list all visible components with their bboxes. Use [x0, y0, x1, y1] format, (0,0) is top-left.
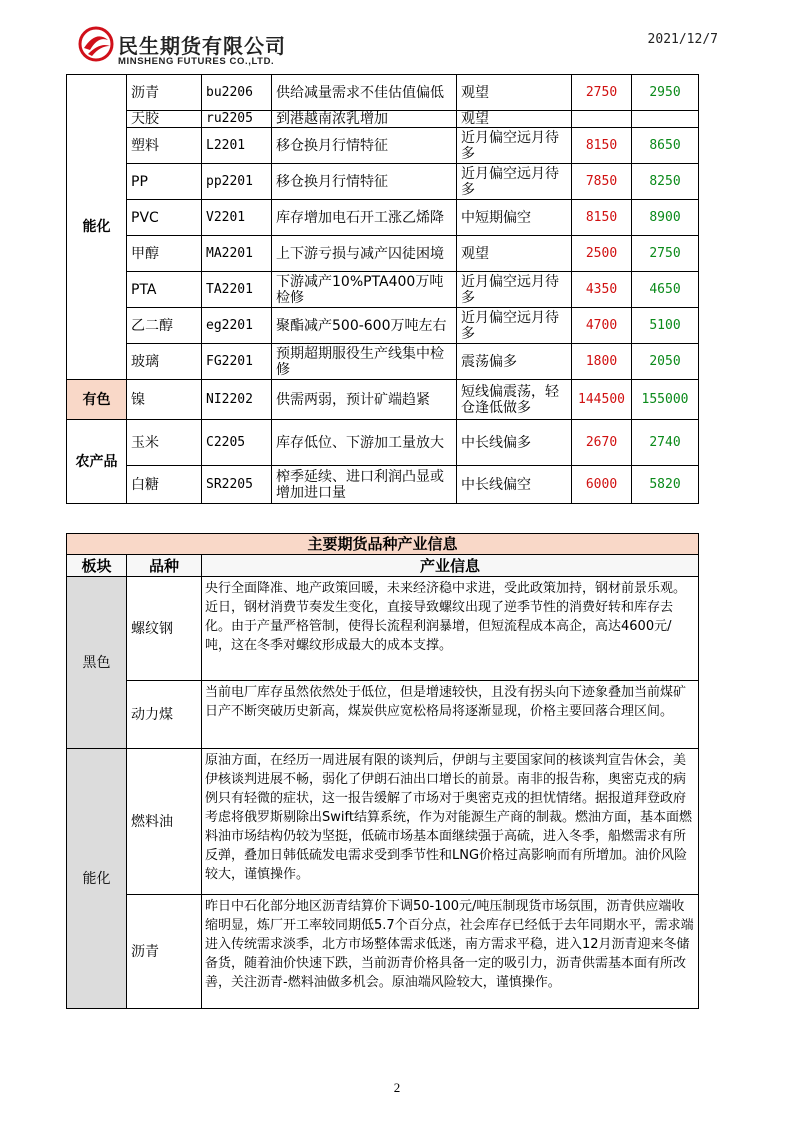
core-logic: 移仓换月行情特征	[272, 164, 457, 200]
strategy-view: 观望	[457, 236, 572, 272]
sector-label: 能化	[67, 749, 127, 1009]
strategy-row	[67, 420, 699, 466]
strategy-view: 近月偏空远月待多	[457, 272, 572, 308]
column-header: 板块	[67, 555, 127, 577]
commodity-name: PTA	[127, 272, 202, 308]
contract-code: TA2201	[202, 272, 272, 308]
strategy-view: 近月偏空远月待多	[457, 164, 572, 200]
strategy-row	[67, 272, 699, 308]
core-logic: 下游减产10%PTA400万吨检修	[272, 272, 457, 308]
strategy-row	[67, 344, 699, 380]
price-low: 2670	[572, 420, 632, 466]
price-high: 2750	[632, 236, 699, 272]
section-title: 主要期货品种产业信息	[67, 534, 699, 555]
strategy-view: 震荡偏多	[457, 344, 572, 380]
price-high: 8650	[632, 128, 699, 164]
contract-code: bu2206	[202, 75, 272, 111]
price-low: 4700	[572, 308, 632, 344]
commodity-name: 燃料油	[127, 749, 202, 895]
contract-code: SR2205	[202, 466, 272, 504]
sector-label: 农产品	[67, 420, 127, 504]
contract-code: FG2201	[202, 344, 272, 380]
column-header: 产业信息	[202, 555, 699, 577]
company-name-en: MINSHENG FUTURES CO.,LTD.	[118, 56, 275, 67]
contract-code: NI2202	[202, 380, 272, 420]
report-date: 2021/12/7	[647, 32, 718, 47]
column-header: 品种	[127, 555, 202, 577]
industry-row	[67, 577, 699, 681]
core-logic: 供需两弱，预计矿端趋紧	[272, 380, 457, 420]
industry-info-table	[66, 533, 699, 1009]
sector-label: 能化	[67, 75, 127, 380]
commodity-name: 镍	[127, 380, 202, 420]
table-header-row	[67, 555, 699, 577]
commodity-name: 白糖	[127, 466, 202, 504]
minsheng-logo-icon	[78, 26, 114, 62]
price-low: 144500	[572, 380, 632, 420]
price-high: 155000	[632, 380, 699, 420]
price-low: 1800	[572, 344, 632, 380]
industry-info-text: 昨日中石化部分地区沥青结算价下调50-100元/吨压制现货市场氛围，沥青供应端收缩明显，炼厂开工率较同期低5.7个百分点，社会库存已经低于去年同期水平，需求端进入传统需求淡季，北方市场整体需求低迷，南方需求平稳，进入12月沥青迎来冬储备货，随着油价快速下跌，当前沥青价格具备一定的吸引力，沥青供需基本面有所改善，关注沥青-燃料油做多机会。原油端风险较大，谨慎操作。	[202, 895, 699, 1009]
price-high: 2740	[632, 420, 699, 466]
strategy-view: 观望	[457, 75, 572, 111]
price-high: 2050	[632, 344, 699, 380]
contract-code: L2201	[202, 128, 272, 164]
price-low: 8150	[572, 128, 632, 164]
strategy-row	[67, 164, 699, 200]
commodity-name: 沥青	[127, 75, 202, 111]
industry-info-text: 当前电厂库存虽然依然处于低位，但是增速较快，且没有拐头向下迹象叠加当前煤矿日产不断突破历史新高，煤炭供应宽松格局将逐渐显现，价格主要回落合理区间。	[202, 681, 699, 749]
commodity-name: 动力煤	[127, 681, 202, 749]
strategy-row	[67, 111, 699, 128]
core-logic: 库存增加电石开工涨乙烯降	[272, 200, 457, 236]
commodity-name: 乙二醇	[127, 308, 202, 344]
price-low: 2500	[572, 236, 632, 272]
industry-row	[67, 749, 699, 895]
strategy-view: 中长线偏多	[457, 420, 572, 466]
core-logic: 榨季延续、进口利润凸显或增加进口量	[272, 466, 457, 504]
commodity-name: 螺纹钢	[127, 577, 202, 681]
contract-code: eg2201	[202, 308, 272, 344]
strategy-view: 近月偏空远月待多	[457, 128, 572, 164]
strategy-row	[67, 308, 699, 344]
price-high: 5820	[632, 466, 699, 504]
core-logic: 聚酯减产500-600万吨左右	[272, 308, 457, 344]
strategy-row	[67, 75, 699, 111]
price-high: 2950	[632, 75, 699, 111]
industry-row	[67, 895, 699, 1009]
commodity-name: 玻璃	[127, 344, 202, 380]
price-high	[632, 111, 699, 128]
core-logic: 上下游亏损与减产囚徒困境	[272, 236, 457, 272]
price-low: 2750	[572, 75, 632, 111]
strategy-row	[67, 466, 699, 504]
contract-code: MA2201	[202, 236, 272, 272]
price-low: 7850	[572, 164, 632, 200]
commodity-name: 天胶	[127, 111, 202, 128]
sector-label: 黑色	[67, 577, 127, 749]
price-high: 4650	[632, 272, 699, 308]
price-low: 4350	[572, 272, 632, 308]
industry-info-text: 央行全面降准、地产政策回暖，未来经济稳中求进，受此政策加持，钢材前景乐观。近日，钢材消费节奏发生变化，直接导致螺纹出现了逆季节性的消费好转和库存去化。由于产量严格管制，使得长流程利润暴增，但短流程成本高企，高达4600元/吨，这在冬季对螺纹形成最大的成本支撑。	[202, 577, 699, 681]
strategy-row	[67, 236, 699, 272]
price-low: 8150	[572, 200, 632, 236]
commodity-name: 沥青	[127, 895, 202, 1009]
commodity-name: PVC	[127, 200, 202, 236]
price-low: 6000	[572, 466, 632, 504]
commodity-name: 甲醇	[127, 236, 202, 272]
strategy-row	[67, 200, 699, 236]
sector-label: 有色	[67, 380, 127, 420]
price-high: 8250	[632, 164, 699, 200]
page-number: 2	[393, 1080, 401, 1095]
core-logic: 供给减量需求不佳估值偏低	[272, 75, 457, 111]
strategy-view: 短线偏震荡，轻仓逢低做多	[457, 380, 572, 420]
price-high: 8900	[632, 200, 699, 236]
contract-code: V2201	[202, 200, 272, 236]
company-name-cn: 民生期货有限公司	[118, 34, 286, 58]
strategy-table	[66, 74, 699, 504]
strategy-row	[67, 380, 699, 420]
commodity-name: 塑料	[127, 128, 202, 164]
core-logic: 库存低位、下游加工量放大	[272, 420, 457, 466]
strategy-view: 观望	[457, 111, 572, 128]
industry-info-text: 原油方面，在经历一周进展有限的谈判后，伊朗与主要国家间的核谈判宣告休会，美伊核谈判进展不畅，弱化了伊朗石油出口增长的前景。南非的报告称，奥密克戎的病例只有轻微的症状，这一报告缓解了市场对于奥密克戎的担忧情绪。据报道拜登政府考虑将俄罗斯剔除出Swift结算系统，作为对能源生产商的制裁。燃油方面，基本面燃料油市场结构仍较为坚挺，低硫市场基本面继续强于高硫，进入冬季，船燃需求有所反弹，叠加日韩低硫发电需求受到季节性和LNG价格过高影响而有所增加。油价风险较大，谨慎操作。	[202, 749, 699, 895]
page-header	[78, 22, 718, 72]
industry-row	[67, 681, 699, 749]
price-high: 5100	[632, 308, 699, 344]
commodity-name: PP	[127, 164, 202, 200]
strategy-row	[67, 128, 699, 164]
core-logic: 到港越南浓乳增加	[272, 111, 457, 128]
strategy-view: 中短期偏空	[457, 200, 572, 236]
core-logic: 移仓换月行情特征	[272, 128, 457, 164]
strategy-view: 中长线偏空	[457, 466, 572, 504]
price-low	[572, 111, 632, 128]
core-logic: 预期超期服役生产线集中检修	[272, 344, 457, 380]
commodity-name: 玉米	[127, 420, 202, 466]
contract-code: ru2205	[202, 111, 272, 128]
contract-code: C2205	[202, 420, 272, 466]
strategy-view: 近月偏空远月待多	[457, 308, 572, 344]
contract-code: pp2201	[202, 164, 272, 200]
